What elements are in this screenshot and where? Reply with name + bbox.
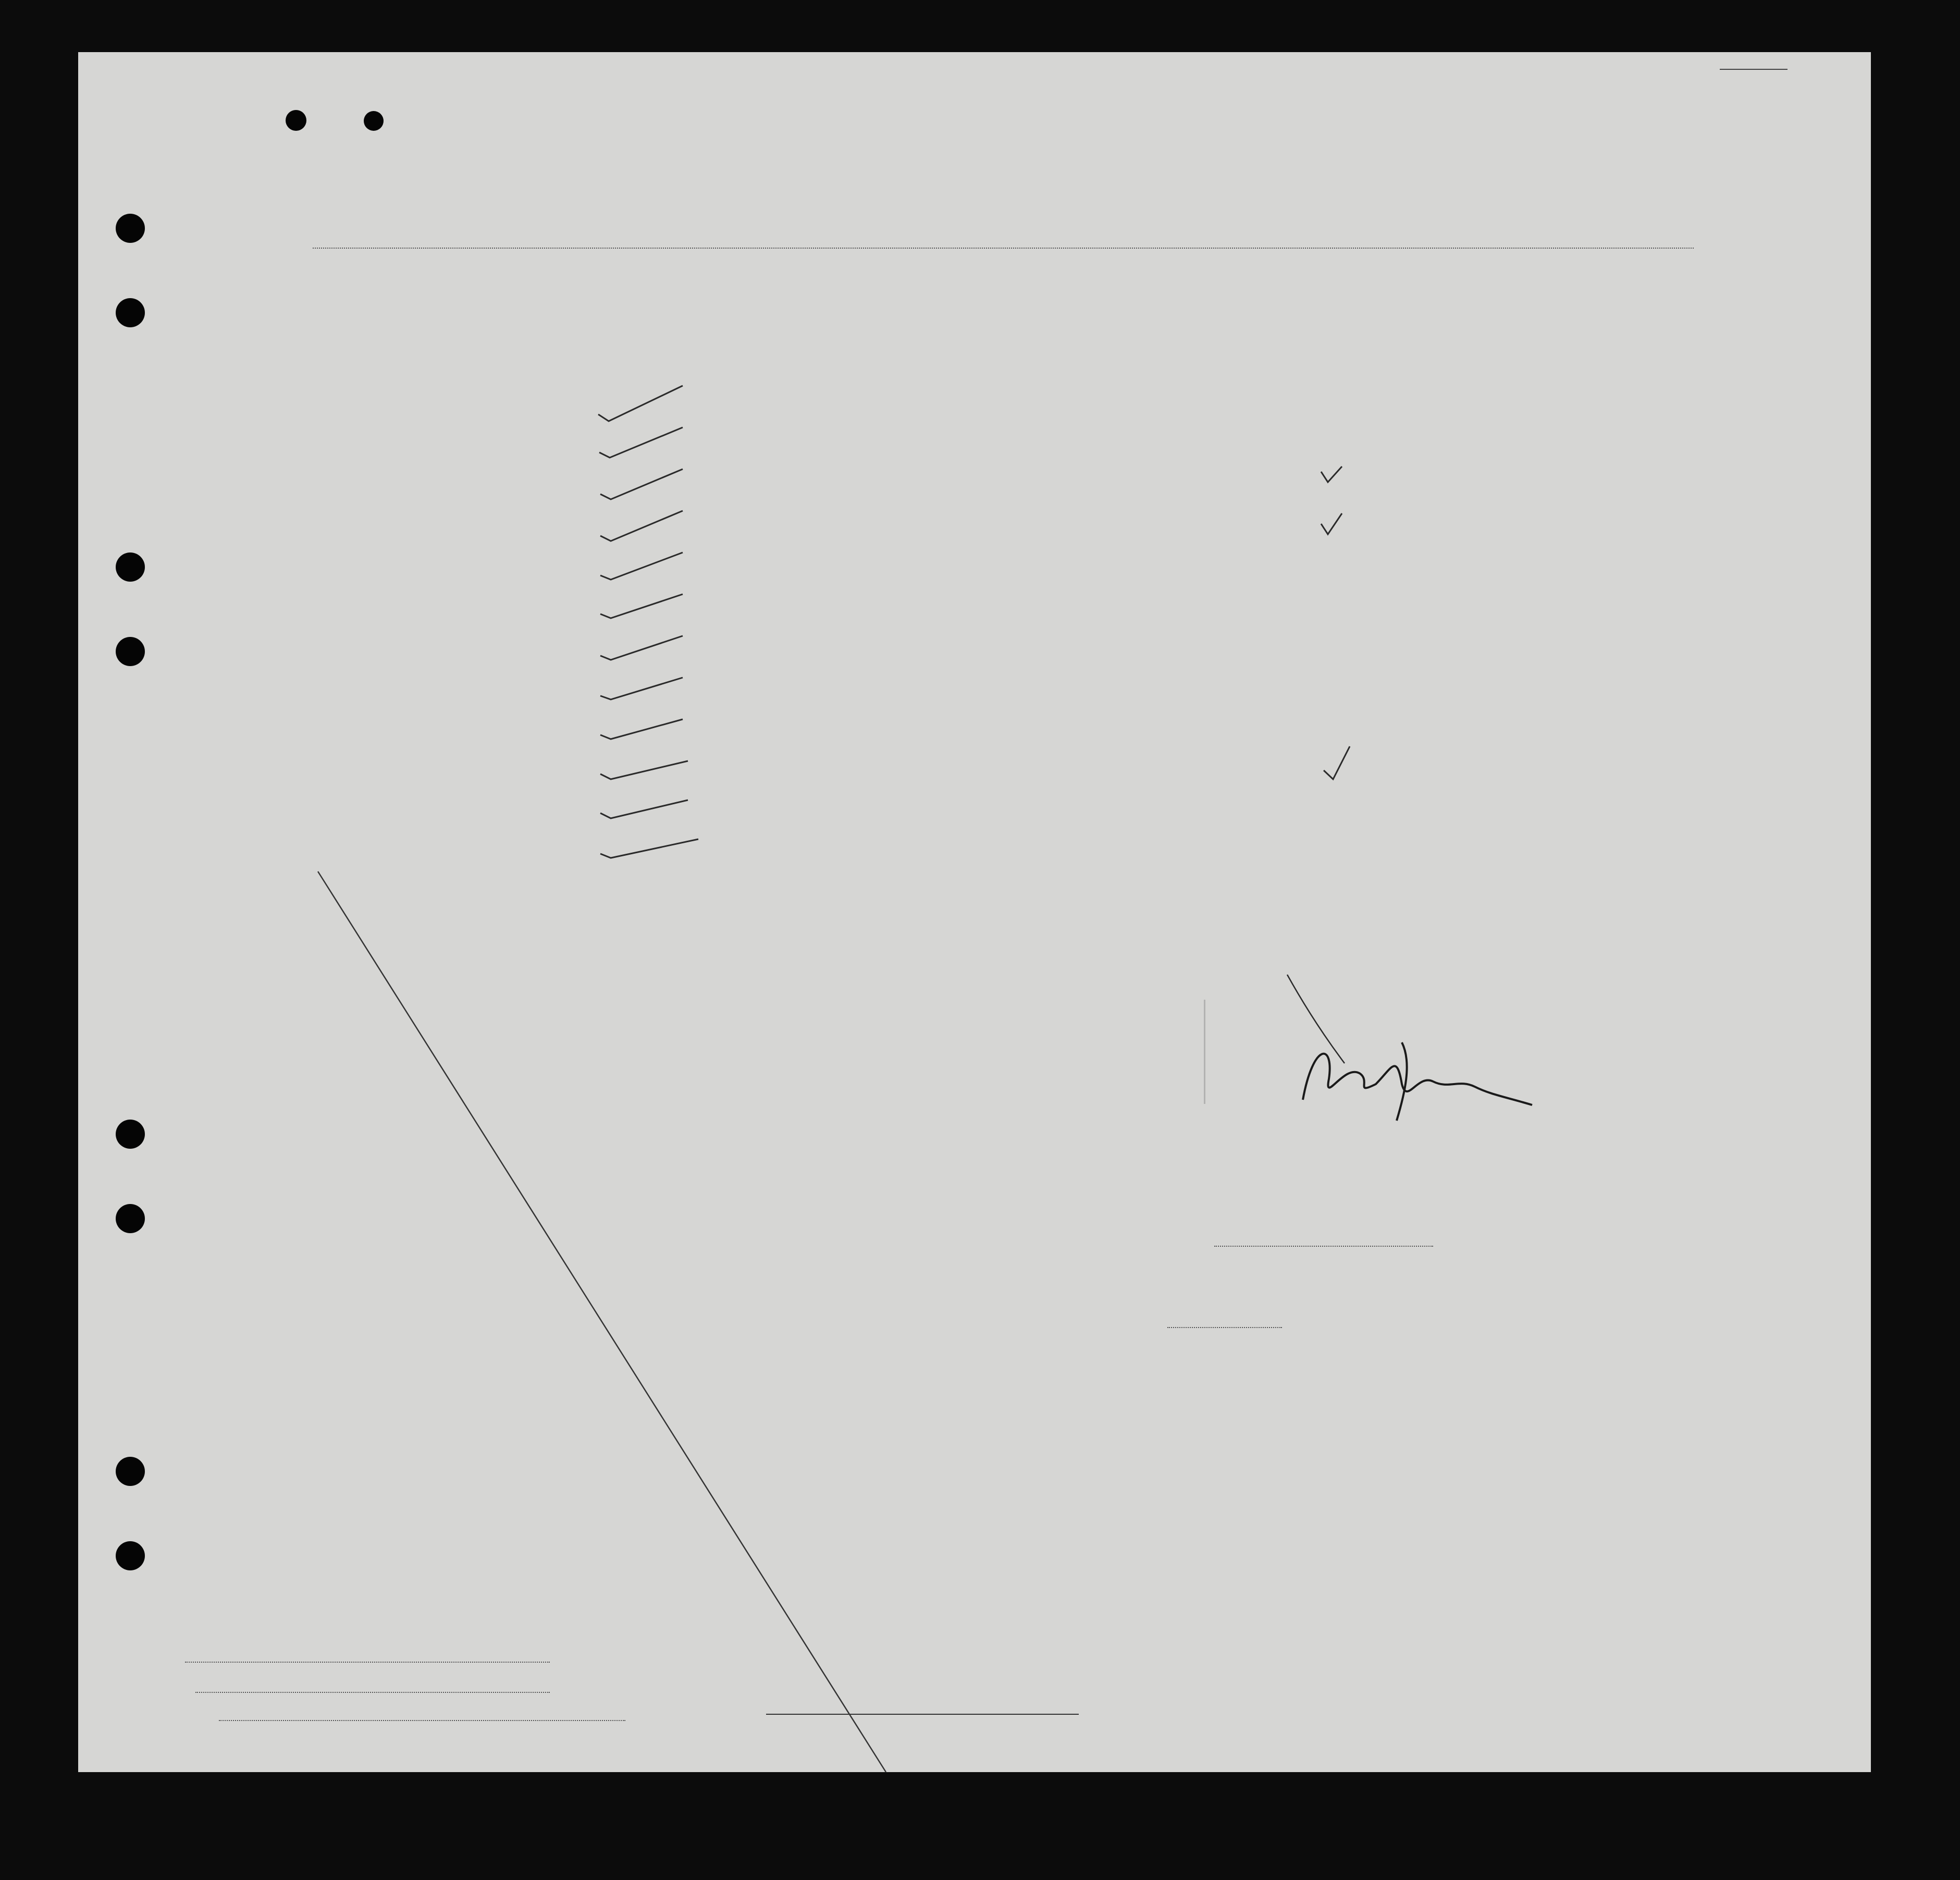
agents-field: [219, 1720, 625, 1721]
owners-field: [195, 1692, 550, 1693]
inspector-line: [766, 1714, 1079, 1715]
line-field: [185, 1662, 550, 1663]
consul-signature: [1292, 1032, 1543, 1136]
sec-strike-line: [1214, 1246, 1433, 1247]
tariff-line: [1167, 1327, 1282, 1328]
check-mark: [598, 386, 683, 421]
closed-with-line: [1162, 886, 1204, 913]
